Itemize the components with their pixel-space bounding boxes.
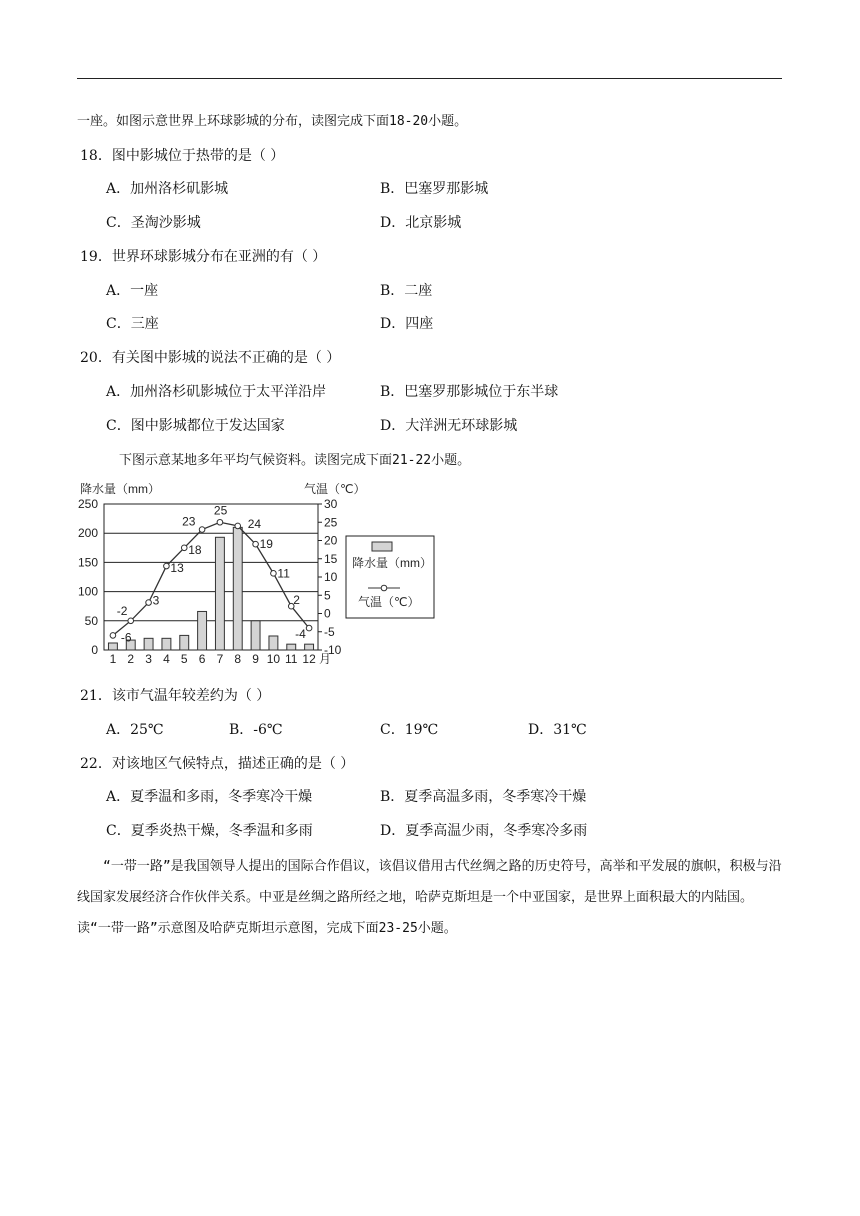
temperature-data-label: 2 <box>293 593 300 608</box>
q22-option-d[interactable]: D．夏季高温少雨，冬季寒冷多雨 <box>380 823 588 839</box>
left-tick-label: 150 <box>77 555 98 570</box>
month-label: 5 <box>180 652 188 666</box>
precip-bar <box>233 527 242 650</box>
temperature-data-label: 23 <box>182 514 196 529</box>
temperature-point <box>235 523 241 529</box>
legend-precip-label: 降水量（mm） <box>352 556 432 570</box>
right-tick-label: -10 <box>324 643 342 657</box>
intro-line: 一座。如图示意世界上环球影城的分布，读图完成下面18-20小题。 <box>77 114 468 129</box>
belt-road-paragraph: “一带一路”是我国领导人提出的国际合作倡议，该倡议借用古代丝绸之路的历史符号，高举和平发展的旗帜，积极与沿线国家发展经济合作伙伴关系。中亚是丝绸之路所经之地，哈萨克斯坦是一个中亚国家，是世界上面积最大的内陆国。读“一带一路”示意图及哈萨克斯坦示意图，完成下面23-25小题。 <box>77 859 782 936</box>
temperature-data-label: 18 <box>188 542 202 557</box>
temperature-point <box>271 571 277 577</box>
q20-option-b[interactable]: B．巴塞罗那影城位于东半球 <box>380 384 559 400</box>
q19-option-c[interactable]: C．三座 <box>106 316 159 332</box>
temperature-point <box>217 519 223 525</box>
temperature-data-label: 25 <box>213 503 228 518</box>
temperature-point <box>146 600 152 606</box>
month-label: 1 <box>109 652 117 666</box>
precip-bar <box>162 638 171 650</box>
q18-option-c[interactable]: C．圣淘沙影城 <box>106 215 201 231</box>
question-19-stem: 19．世界环球影城分布在亚洲的有（ ） <box>80 249 327 265</box>
left-axis-title: 降水量（mm） <box>80 482 160 496</box>
month-label: 4 <box>163 652 170 666</box>
right-tick-label: 10 <box>324 570 338 584</box>
q21-option-c[interactable]: C．19℃ <box>380 722 439 738</box>
q22-option-a[interactable]: A．夏季温和多雨，冬季寒冷干燥 <box>106 789 313 805</box>
q19-option-d[interactable]: D．四座 <box>380 316 434 332</box>
left-tick-label: 0 <box>91 643 98 657</box>
question-20-stem: 20．有关图中影城的说法不正确的是（ ） <box>80 350 341 366</box>
temperature-point <box>199 527 205 533</box>
temperature-data-label: -2 <box>116 603 128 618</box>
month-label: 8 <box>234 652 242 666</box>
q19-option-b[interactable]: B．二座 <box>380 283 433 299</box>
temperature-data-label: 24 <box>247 516 262 531</box>
q21-option-d[interactable]: D．31℃ <box>528 722 587 738</box>
legend-temp-label: 气温（℃） <box>358 595 420 609</box>
q20-option-c[interactable]: C．图中影城都位于发达国家 <box>106 418 285 434</box>
right-tick-label: 5 <box>324 588 331 603</box>
month-label: 6 <box>198 652 206 666</box>
temperature-data-label: -4 <box>295 627 306 642</box>
temperature-data-label: 13 <box>170 561 184 576</box>
right-axis-title: 气温（℃） <box>304 482 366 496</box>
legend-precip-swatch <box>372 542 392 551</box>
month-label: 3 <box>145 652 152 666</box>
month-label: 7 <box>216 652 224 666</box>
precip-bar <box>287 644 296 650</box>
q20-option-a[interactable]: A．加州洛杉矶影城位于太平洋沿岸 <box>106 384 327 400</box>
q18-option-b[interactable]: B．巴塞罗那影城 <box>380 181 489 197</box>
question-18-stem: 18．图中影城位于热带的是（ ） <box>80 148 285 164</box>
temperature-point <box>306 625 312 631</box>
right-tick-label: 0 <box>324 606 331 621</box>
climate-chart <box>70 478 450 678</box>
temperature-data-label: 3 <box>152 593 160 608</box>
temperature-point <box>164 563 170 569</box>
climate-intro: 下图示意某地多年平均气候资料。读图完成下面21-22小题。 <box>119 453 471 468</box>
right-tick-label: -5 <box>324 624 335 639</box>
precip-bar <box>144 638 153 650</box>
q21-option-a[interactable]: A．25℃ <box>106 722 164 738</box>
right-tick-label: 20 <box>324 533 338 548</box>
month-label: 10 <box>266 652 281 666</box>
q20-option-d[interactable]: D．大洋洲无环球影城 <box>380 418 518 434</box>
month-label: 2 <box>127 652 135 666</box>
precip-bar <box>215 537 224 650</box>
month-unit-label: 月 <box>319 652 332 666</box>
question-22-stem: 22．对该地区气候特点，描述正确的是（ ） <box>80 756 355 772</box>
temperature-point <box>253 541 259 547</box>
q21-option-b[interactable]: B．-6℃ <box>229 722 283 738</box>
left-tick-label: 100 <box>77 584 98 599</box>
temperature-point <box>181 545 187 551</box>
temperature-point <box>110 633 116 639</box>
q22-option-c[interactable]: C．夏季炎热干燥，冬季温和多雨 <box>106 823 313 839</box>
right-tick-label: 30 <box>324 497 338 511</box>
q18-option-a[interactable]: A．加州洛杉矶影城 <box>106 181 229 197</box>
temperature-data-label: 19 <box>259 537 273 552</box>
precip-bar <box>305 644 314 650</box>
question-21-stem: 21．该市气温年较差约为（ ） <box>80 688 271 704</box>
precip-bar <box>108 643 117 650</box>
precip-bar <box>251 621 260 650</box>
q19-option-a[interactable]: A．一座 <box>106 283 159 299</box>
q18-option-d[interactable]: D．北京影城 <box>380 215 462 231</box>
right-tick-label: 25 <box>324 515 338 530</box>
legend-temp-marker <box>381 585 387 591</box>
left-tick-label: 50 <box>84 613 98 628</box>
precip-bar <box>180 635 189 650</box>
temperature-point <box>128 618 134 624</box>
month-label: 11 <box>285 652 298 666</box>
left-tick-label: 200 <box>77 526 98 541</box>
temperature-data-label: 11 <box>277 566 290 581</box>
right-tick-label: 15 <box>324 551 338 566</box>
month-label: 12 <box>302 652 316 666</box>
precip-bar <box>269 636 278 650</box>
temperature-data-label: -6 <box>120 630 132 645</box>
header-rule <box>77 78 782 79</box>
precip-bar <box>198 611 207 650</box>
left-tick-label: 250 <box>77 497 98 511</box>
q22-option-b[interactable]: B．夏季高温多雨，冬季寒冷干燥 <box>380 789 587 805</box>
month-label: 9 <box>252 652 259 666</box>
